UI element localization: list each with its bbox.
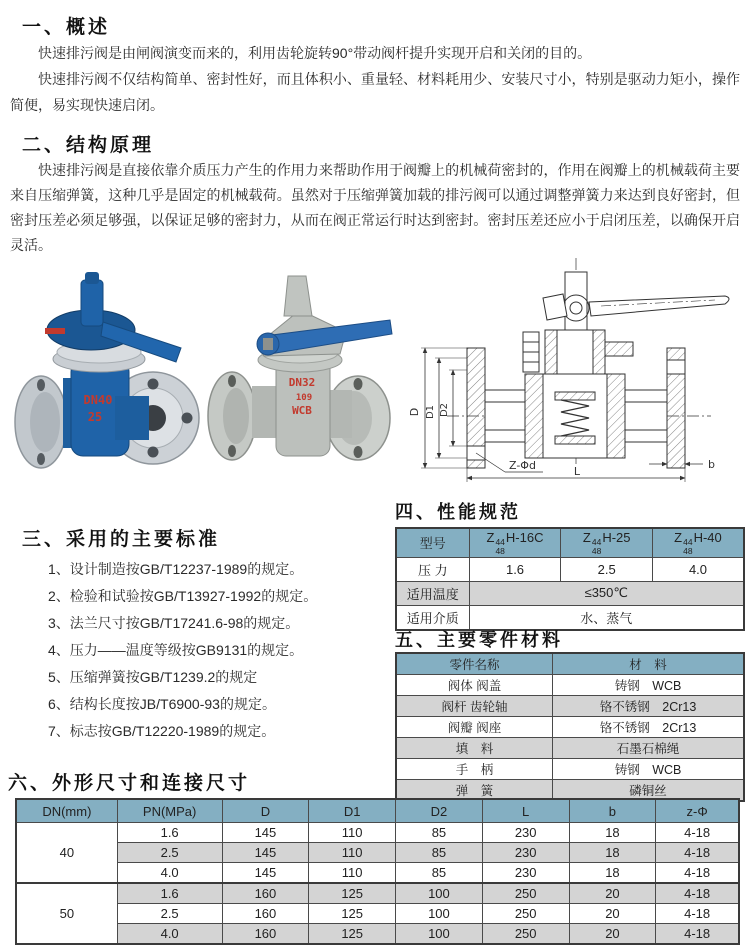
performance-col-header: 型号	[396, 528, 469, 557]
principle-paragraph-1: 快速排污阀是直接依靠介质压力产生的作用力来帮助作用于阀瓣上的机械荷密封的，作用在阀瓣上的机械载荷主要来自压缩弹簧，这种几乎是固定的机械载荷。虽然对于压缩弹簧加载的排污阀可以通过调整弹簧力来达到良好密封，但密封压差必须足够强，以保证足够的密封力，从而在阀正常运行时达到密封。密封压差还应小于启闭压差，以确保开启灵活。	[10, 162, 740, 253]
model-cell-3	[652, 528, 744, 557]
cell: 250	[482, 904, 569, 924]
blue-valve-cast-pn: 25	[87, 410, 103, 424]
standard-item-5: 5、压缩弹簧按GB/T1239.2的规定	[48, 669, 258, 685]
gray-valve-cast-material: WCB	[292, 404, 312, 417]
cell: 250	[482, 924, 569, 945]
cell: 125	[309, 883, 396, 904]
cell: 4-18	[656, 904, 739, 924]
overview-paragraphs	[10, 40, 740, 118]
dim-header-L: L	[482, 799, 569, 823]
cell: 160	[222, 904, 309, 924]
part-name: 填 料	[396, 738, 553, 759]
model-cell-1	[469, 528, 561, 557]
model2-suffix: H-25	[602, 530, 631, 545]
gray-valve-cast-pn: 109	[295, 393, 313, 403]
dim-label-D: D	[408, 407, 421, 417]
part-material: 铬不锈钢 2Cr13	[553, 696, 744, 717]
cell: 100	[396, 904, 483, 924]
materials-header-row	[396, 653, 744, 675]
principle-paragraphs	[10, 158, 740, 258]
dimensions-table-wrap	[15, 798, 740, 945]
cell: 4-18	[656, 924, 739, 945]
model3-top: 44	[683, 537, 693, 547]
standard-item-3: 3、法兰尺寸按GB/T17241.6-98的规定。	[48, 615, 300, 631]
cell: 125	[309, 904, 396, 924]
overview-heading: 一、概述	[22, 17, 111, 38]
model1-top: 44	[495, 537, 505, 547]
model2-prefix: Z	[582, 530, 591, 545]
dim-label-ZPhid: Z-Φd	[509, 459, 536, 472]
gray-valve-photo	[200, 258, 400, 480]
temperature-row	[396, 581, 744, 605]
temperature-label: 适用温度	[396, 581, 469, 605]
cell: 230	[482, 843, 569, 863]
part-material: 铸钢 WCB	[553, 759, 744, 780]
standard-item-4: 4、压力——温度等级按GB9131的规定。	[48, 642, 304, 658]
standard-item-1: 1、设计制造按GB/T12237-1989的规定。	[48, 561, 304, 577]
cell: 18	[569, 823, 656, 843]
cell: 145	[222, 843, 309, 863]
dim-row-40-1	[16, 823, 739, 843]
cell: 160	[222, 883, 309, 904]
dimensions-header-row	[16, 799, 739, 823]
cell: 2.5	[117, 904, 222, 924]
cell: 100	[396, 924, 483, 945]
pressure-value-1: 1.6	[469, 557, 561, 581]
standards-heading: 三、采用的主要标准	[22, 529, 221, 550]
dim-label-L: L	[573, 465, 581, 478]
part-name: 阀体 阀盖	[396, 675, 553, 696]
dim-header-pn: PN(MPa)	[117, 799, 222, 823]
materials-row-3	[396, 717, 744, 738]
model1-prefix: Z	[486, 530, 495, 545]
model1-bottom: 48	[495, 545, 505, 556]
cell: 4-18	[656, 823, 739, 843]
model-cell-2	[561, 528, 653, 557]
medium-value: 水、蒸气	[469, 605, 744, 630]
cell: 20	[569, 904, 656, 924]
cell: 20	[569, 883, 656, 904]
dimensions-table	[15, 798, 740, 945]
temperature-value: ≤350℃	[469, 581, 744, 605]
cell: 100	[396, 883, 483, 904]
model3-prefix: Z	[674, 530, 683, 545]
blue-valve-cast-dn: DN40	[83, 393, 113, 407]
cell: 85	[396, 823, 483, 843]
cell: 4-18	[656, 843, 739, 863]
performance-table-wrap	[395, 527, 745, 631]
cell: 125	[309, 924, 396, 945]
materials-row-1	[396, 675, 744, 696]
principle-heading: 二、结构原理	[22, 135, 155, 156]
part-name: 手 柄	[396, 759, 553, 780]
part-material: 磷铜丝	[553, 780, 744, 802]
cell: 18	[569, 843, 656, 863]
cell: 110	[309, 843, 396, 863]
dim-row-40-3	[16, 863, 739, 884]
cell: 2.5	[117, 843, 222, 863]
model3-bottom: 48	[683, 545, 693, 556]
dim-header-dn: DN(mm)	[16, 799, 117, 823]
dn-cell-40: 40	[16, 823, 117, 884]
materials-row-4	[396, 738, 744, 759]
materials-table-wrap	[395, 652, 745, 802]
dim-header-b: b	[569, 799, 656, 823]
part-material: 石墨石棉绳	[553, 738, 744, 759]
cell: 230	[482, 823, 569, 843]
performance-table	[395, 527, 745, 631]
model2-bottom: 48	[591, 545, 602, 556]
blue-valve-illustration	[5, 260, 205, 480]
overview-paragraph-1: 快速排污阀是由闸阀演变而来的，利用齿轮旋转90°带动阀杆提升实现开启和关闭的目的。	[38, 45, 592, 61]
cell: 110	[309, 823, 396, 843]
materials-header-material: 材 料	[553, 653, 744, 675]
cell: 20	[569, 924, 656, 945]
cell: 110	[309, 863, 396, 884]
gray-valve-illustration	[200, 258, 400, 480]
dimensions-heading: 六、外形尺寸和连接尺寸	[8, 773, 251, 794]
dim-header-D2: D2	[396, 799, 483, 823]
model3-suffix: H-40	[693, 530, 722, 545]
gray-valve-cast-dn: DN32	[288, 376, 316, 389]
blue-valve-photo	[5, 260, 205, 480]
part-material: 铸钢 WCB	[553, 675, 744, 696]
pressure-value-3: 4.0	[652, 557, 744, 581]
part-name: 阀瓣 阀座	[396, 717, 553, 738]
cell: 1.6	[117, 883, 222, 904]
cell: 250	[482, 883, 569, 904]
dim-label-b: b	[708, 458, 715, 471]
materials-table	[395, 652, 745, 802]
dn-cell-50: 50	[16, 883, 117, 944]
cell: 4-18	[656, 883, 739, 904]
cell: 4.0	[117, 863, 222, 884]
cell: 145	[222, 863, 309, 884]
materials-heading: 五、主要零件材料	[395, 630, 563, 650]
pressure-label: 压 力	[396, 557, 469, 581]
materials-row-2	[396, 696, 744, 717]
part-name: 弹 簧	[396, 780, 553, 802]
pressure-value-2: 2.5	[561, 557, 653, 581]
cell: 18	[569, 863, 656, 884]
model2-top: 44	[591, 537, 602, 547]
dim-row-50-1	[16, 883, 739, 904]
materials-header-part: 零件名称	[396, 653, 553, 675]
dim-header-zphi: z-Φ	[656, 799, 739, 823]
performance-header-row	[396, 528, 744, 557]
dim-header-D1: D1	[309, 799, 396, 823]
part-material: 铬不锈钢 2Cr13	[553, 717, 744, 738]
cell: 230	[482, 863, 569, 884]
cell: 4.0	[117, 924, 222, 945]
cell: 160	[222, 924, 309, 945]
cell: 4-18	[656, 863, 739, 884]
medium-label: 适用介质	[396, 605, 469, 630]
dim-label-D2: D2	[439, 402, 450, 418]
valve-section-drawing	[405, 250, 745, 485]
materials-row-5	[396, 759, 744, 780]
valve-section-diagram	[405, 250, 745, 485]
standard-item-2: 2、检验和试验按GB/T13927-1992的规定。	[48, 588, 318, 604]
standard-item-7: 7、标志按GB/T12220-1989的规定。	[48, 723, 276, 739]
cell: 1.6	[117, 823, 222, 843]
overview-paragraph-2: 快速排污阀不仅结构简单、密封性好，而且体积小、重量轻、材料耗用少、安装尺寸小，特别是驱动力矩小，操作简便，易实现快速启闭。	[10, 71, 740, 113]
cell: 145	[222, 823, 309, 843]
dim-label-D1: D1	[425, 404, 436, 420]
part-name: 阀杆 齿轮轴	[396, 696, 553, 717]
pressure-row	[396, 557, 744, 581]
cell: 85	[396, 863, 483, 884]
dim-row-50-2	[16, 904, 739, 924]
dim-row-40-2	[16, 843, 739, 863]
cell: 85	[396, 843, 483, 863]
standard-item-6: 6、结构长度按JB/T6900-93的规定。	[48, 696, 276, 712]
standards-list	[20, 556, 418, 745]
model1-suffix: H-16C	[505, 530, 544, 545]
dim-header-D: D	[222, 799, 309, 823]
performance-heading: 四、性能规范	[395, 502, 521, 522]
